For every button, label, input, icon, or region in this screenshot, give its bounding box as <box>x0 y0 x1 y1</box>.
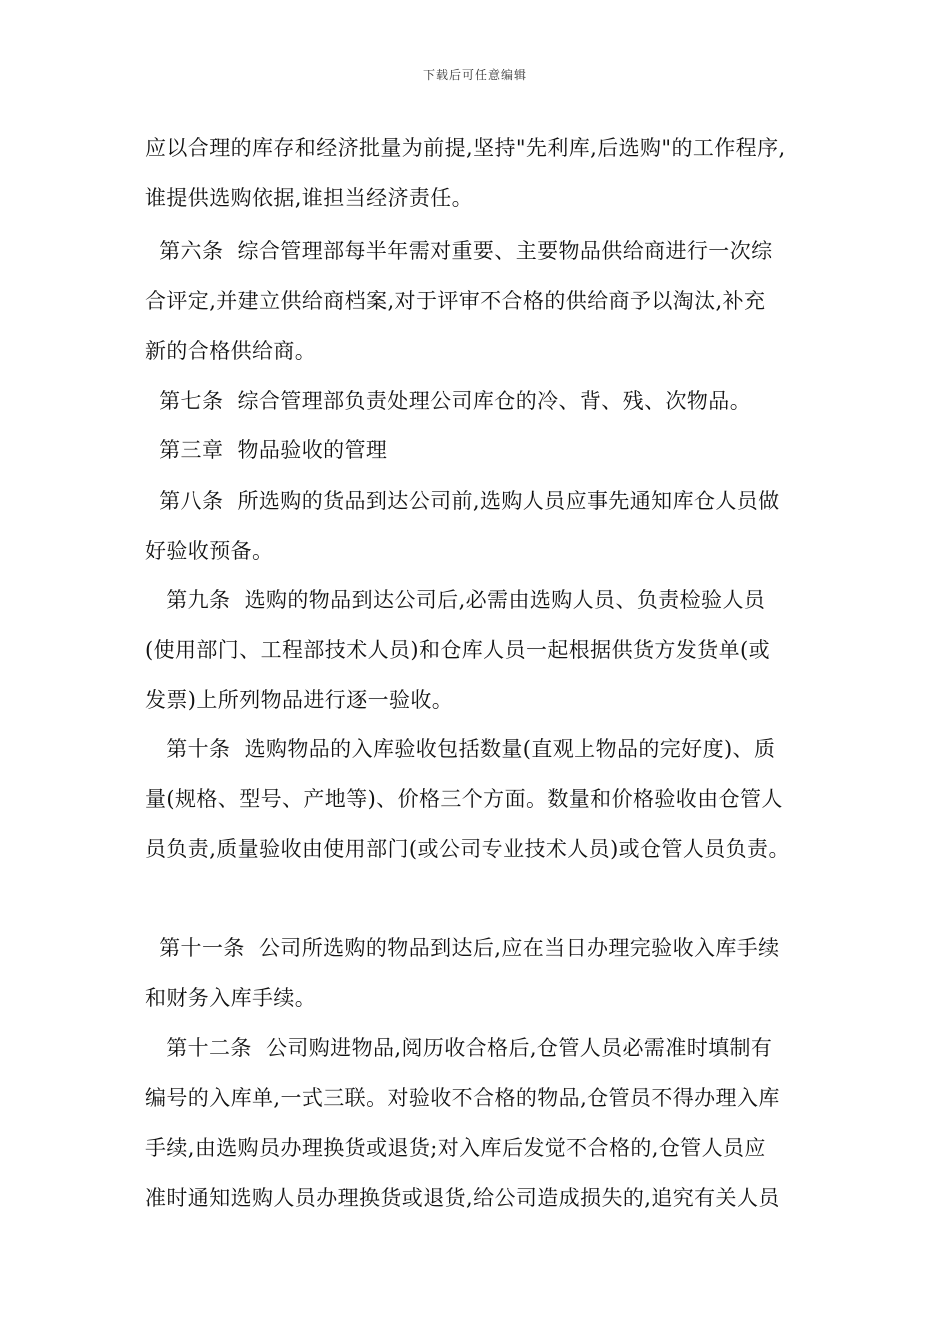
text-line: 第十一条 公司所选购的物品到达后,应在当日办理完验收入库手续 <box>145 936 780 960</box>
text-line: 第六条 综合管理部每半年需对重要、主要物品供给商进行一次综 <box>145 239 773 263</box>
text-line: 第十条 选购物品的入库验收包括数量(直观上物品的完好度)、质 <box>145 737 776 761</box>
text-line: 发票)上所列物品进行逐一验收。 <box>145 688 454 712</box>
page-header-note: 下载后可任意编辑 <box>422 68 527 82</box>
text-line: 谁提供选购依据,谁担当经济责任。 <box>145 186 474 210</box>
text-line: 好验收预备。 <box>145 539 274 563</box>
text-line: 量(规格、型号、产地等)、价格三个方面。数量和价格验收由仓管人 <box>145 787 783 811</box>
text-line: 准时通知选购人员办理换货或退货,给公司造成损失的,追究有关人员 <box>145 1186 780 1210</box>
text-line: 编号的入库单,一式三联。对验收不合格的物品,仓管员不得办理入库 <box>145 1086 780 1110</box>
text-line: 第九条 选购的物品到达公司后,必需由选购人员、负责检验人员 <box>145 588 766 612</box>
text-line: 合评定,并建立供给商档案,对于评审不合格的供给商予以淘汰,补充 <box>145 289 766 313</box>
text-line: 员负责,质量验收由使用部门(或公司专业技术人员)或仓管人员负责。 <box>145 837 790 861</box>
text-line: 手续,由选购员办理换货或退货;对入库后发觉不合格的,仓管人员应 <box>145 1136 766 1160</box>
text-line: 应以合理的库存和经济批量为前提,坚持"先利库,后选购"的工作程序, <box>145 136 786 160</box>
text-line: (使用部门、工程部技术人员)和仓库人员一起根据供货方发货单(或 <box>145 638 770 662</box>
text-line: 和财务入库手续。 <box>145 986 317 1010</box>
text-line: 第七条 综合管理部负责处理公司库仓的冷、背、残、次物品。 <box>145 389 752 413</box>
text-line: 新的合格供给商。 <box>145 339 317 363</box>
text-line: 第十二条 公司购进物品,阅历收合格后,仓管人员必需准时填制有 <box>145 1036 773 1060</box>
section-heading: 第三章 物品验收的管理 <box>145 438 388 462</box>
text-line: 第八条 所选购的货品到达公司前,选购人员应事先通知库仓人员做 <box>145 489 780 513</box>
